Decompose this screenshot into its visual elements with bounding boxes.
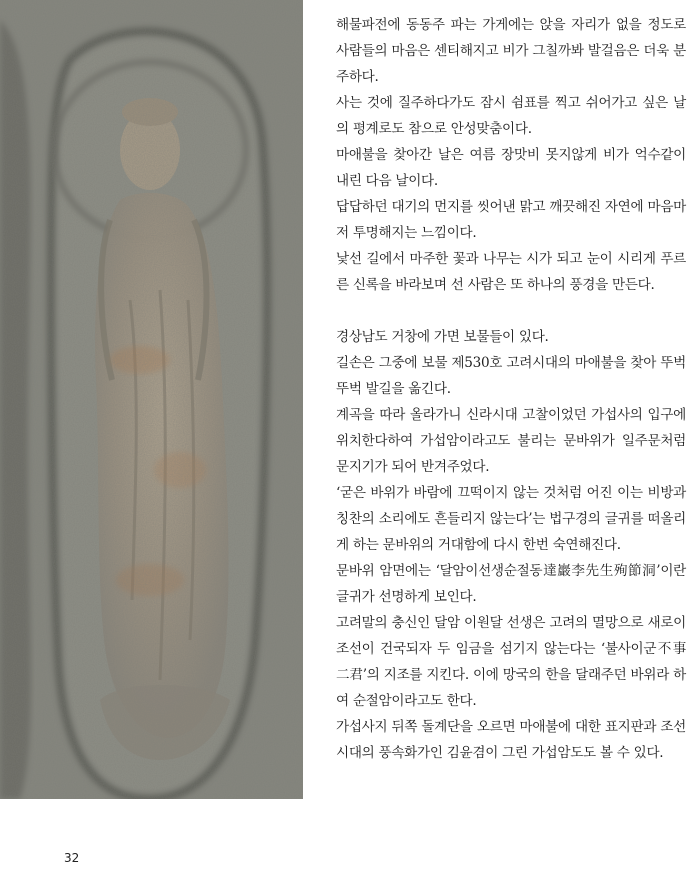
paragraph: ‘굳은 바위가 바람에 끄떡이지 않는 것처럼 어진 이는 비방과 칭찬의 소리에도 흔들리지 않는다’는 법구경의 글귀를 떠올리게 하는 문바위의 거대함에 다시 한번 숙연해진다. bbox=[336, 485, 686, 553]
paragraph: 경상남도 거창에 가면 보물들이 있다. bbox=[336, 329, 549, 345]
paragraph: 문바위 암면에는 ‘달암이선생순절동達巖李先生殉節洞’이란 글귀가 선명하게 보인다. bbox=[336, 563, 686, 605]
paragraph: 고려말의 충신인 달암 이원달 선생은 고려의 멸망으로 새로이 조선이 건국되자 두 임금을 섬기지 않는다는 ‘불사이군不事二君’의 지조를 지킨다. 이에 망국의 한을 달래주던 바위라 하여 순절암이라고도 한다. bbox=[336, 615, 686, 709]
paragraph: 가섭사지 뒤쪽 돌계단을 오르면 마애불에 대한 표지판과 조선시대의 풍속화가인 김윤겸이 그린 가섭암도도 볼 수 있다. bbox=[336, 719, 686, 761]
paragraph: 마애불을 찾아간 날은 여름 장맛비 못지않게 비가 억수같이 내린 다음 날이다. bbox=[336, 147, 686, 189]
paragraph: 계곡을 따라 올라가니 신라시대 고찰이었던 가섭사의 입구에 위치한다하여 가섭암이라고도 불리는 문바위가 일주문처럼 문지기가 되어 반겨주었다. bbox=[336, 407, 686, 475]
page-number: 32 bbox=[64, 851, 80, 865]
stone-buddha-relief-icon bbox=[0, 0, 303, 799]
paragraph: 사는 것에 질주하다가도 잠시 쉼표를 찍고 쉬어가고 싶은 날의 평계로도 참으로 안성맞춤이다. bbox=[336, 95, 686, 137]
buddha-relief-photo bbox=[0, 0, 303, 799]
paragraph: 해물파전에 동동주 파는 가게에는 앉을 자리가 없을 정도로 사람들의 마음은 센티해지고 비가 그칠까봐 발걸음은 더욱 분주하다. bbox=[336, 17, 686, 85]
paragraph: 낯선 길에서 마주한 꽃과 나무는 시가 되고 눈이 시리게 푸르른 신록을 바라보며 선 사람은 또 하나의 풍경을 만든다. bbox=[336, 251, 686, 293]
paragraph: 답답하던 대기의 먼지를 씻어낸 맑고 깨끗해진 자연에 마음마저 투명해지는 느낌이다. bbox=[336, 199, 686, 241]
article-body bbox=[336, 12, 686, 766]
paragraph: 길손은 그중에 보물 제530호 고려시대의 마애불을 찾아 뚜벅뚜벅 발길을 옮긴다. bbox=[336, 355, 686, 397]
